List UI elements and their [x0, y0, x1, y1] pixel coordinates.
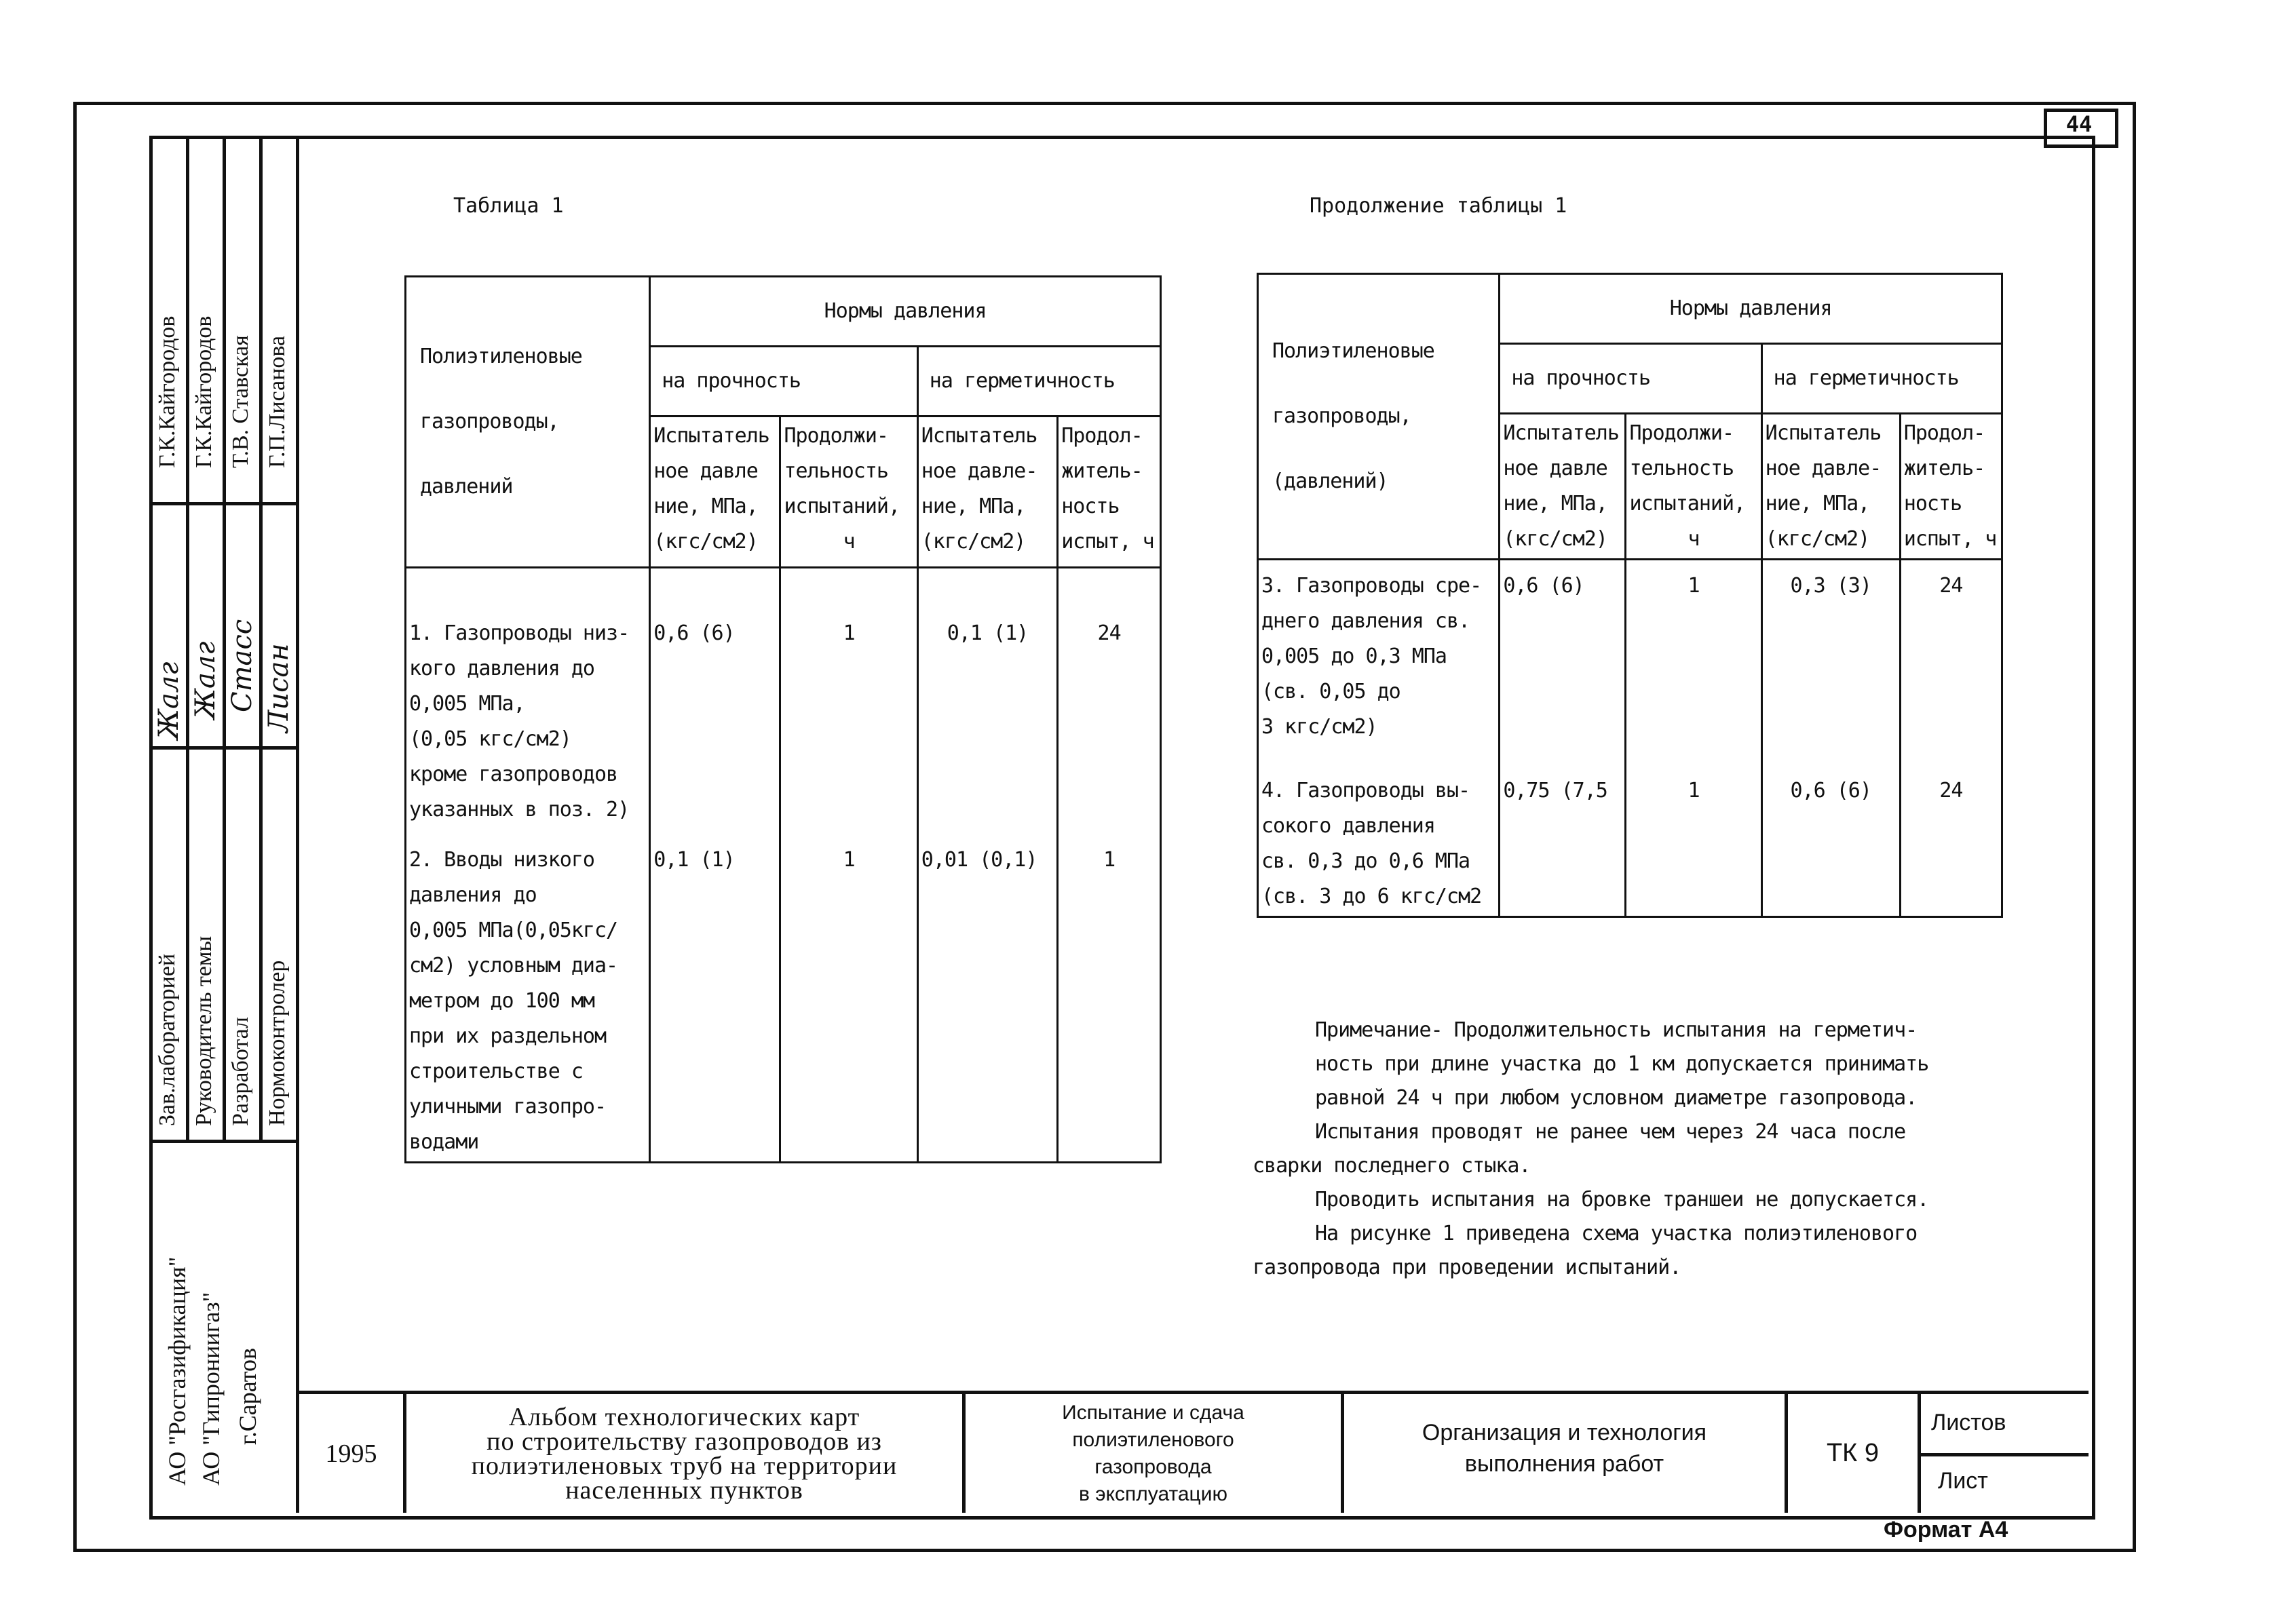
table-row	[406, 568, 1161, 830]
header-line: ние, МПа,	[1765, 492, 1870, 516]
tb-album-line: Альбом технологических карт	[508, 1402, 860, 1431]
tb-subject	[966, 1394, 1341, 1513]
header-line: Испытатель	[1503, 421, 1619, 445]
row-line: 3. Газопроводы сре-	[1261, 574, 1482, 598]
table1	[404, 275, 1162, 1163]
tb-album-line: полиэтиленовых труб на территории	[471, 1451, 898, 1480]
header-line: ч	[1688, 527, 1700, 551]
note-line: ность при длине участка до 1 км допускается принимать	[1315, 1052, 1929, 1076]
row-line: 2. Вводы низкого	[409, 848, 594, 872]
row-line: метром до 100 мм	[409, 989, 594, 1013]
header-line: (кгс/см2)	[1765, 527, 1870, 551]
header-line: Продол-	[1903, 421, 1985, 445]
table1-cont-row3-d2: 24	[1900, 560, 2002, 747]
note-line: Примечание- Продолжительность испытания на герметич-	[1315, 1018, 1918, 1042]
header-line: ное давле	[653, 459, 758, 483]
header-line: Продол-	[1061, 424, 1143, 448]
row-line: св. 0,3 до 0,6 МПа	[1261, 849, 1470, 873]
header-line: ность	[1061, 495, 1120, 518]
table1-row1-d1: 1	[780, 568, 917, 830]
tb-album-line: населенных пунктов	[565, 1475, 803, 1505]
table1-cont-row3-p1: 0,6 (6)	[1500, 560, 1626, 747]
sheet-number: 44	[2065, 111, 2093, 137]
header-line: Продолжи-	[784, 424, 888, 448]
tb-code: ТК 9	[1826, 1439, 1880, 1467]
table1-cont-row3-p2: 0,3 (3)	[1761, 560, 1900, 747]
tb-subject-line: Испытание и сдача	[1062, 1401, 1244, 1424]
table1-sub-strength: на прочность	[650, 347, 918, 417]
table1-cont-h-pressure2	[1761, 414, 1900, 560]
table1-cont-sub-strength: на прочность	[1500, 344, 1761, 414]
table1-cont-caption: Продолжение таблицы 1	[1310, 194, 1567, 218]
header-line: испытаний,	[784, 495, 900, 518]
note-line: На рисунке 1 приведена схема участка полиэтиленового	[1315, 1222, 1918, 1245]
table1-h-duration2	[1058, 417, 1161, 568]
table1-cont-row4-d1: 1	[1626, 746, 1761, 917]
table1-cont-row-header	[1258, 274, 1500, 560]
table1-row2-p1: 0,1 (1)	[650, 829, 780, 1163]
table1-row2-p2: 0,01 (0,1)	[917, 829, 1057, 1163]
table1-cont-sub-tightness: на герметичность	[1761, 344, 2002, 414]
header-line: житель-	[1061, 459, 1143, 483]
tb-album	[406, 1394, 962, 1513]
table1-continuation	[1257, 273, 2003, 918]
table1-row-header-line: газопроводы,	[420, 410, 559, 433]
row-line: уличными газопро-	[409, 1095, 607, 1119]
header-line: ние, МПа,	[653, 495, 758, 518]
signature-3: Стасс	[227, 619, 258, 712]
header-line: тельность	[1629, 457, 1734, 480]
table1-cont-row3-d1: 1	[1626, 560, 1761, 747]
table1-row1-d2: 24	[1058, 568, 1161, 830]
stamp-org-3: г.Саратов	[234, 1348, 261, 1445]
stamp-hline-3	[149, 1140, 296, 1143]
table1-sub-tightness: на герметичность	[917, 347, 1160, 417]
note-line: сварки последнего стыка.	[1253, 1154, 1531, 1178]
table1-row1-p1: 0,6 (6)	[650, 568, 780, 830]
stamp-org-2: АО "Гипрониигаз"	[197, 1292, 225, 1486]
tb-sep-5	[1918, 1391, 1921, 1513]
row-line: 0,005 МПа(0,05кгс/	[409, 919, 618, 942]
signature-1: Жалг	[153, 661, 185, 739]
tb-subject-line: газопровода	[1094, 1455, 1212, 1478]
table1-cont-row-header-line: (давлений)	[1272, 469, 1388, 493]
table1-row-header-line: Полиэтиленовые	[420, 345, 582, 368]
table-row	[1258, 560, 2002, 747]
stamp-role-4: Нормоконтролер	[265, 960, 290, 1126]
signature-2: Жалг	[190, 641, 221, 719]
header-line: житель-	[1903, 457, 1985, 480]
header-line: испыт, ч	[1903, 527, 1997, 551]
row-line: строительстве с	[409, 1060, 583, 1083]
table1-row-header	[406, 277, 650, 568]
table1-cont-row-header-line: газопроводы,	[1272, 404, 1411, 428]
note-block	[1253, 1013, 2006, 1285]
row-line: указанных в поз. 2)	[409, 798, 630, 821]
note-line: равной 24 ч при любом условном диаметре газопровода.	[1315, 1086, 1918, 1110]
tb-section	[1344, 1394, 1785, 1503]
tb-sheets-label: Листов	[1931, 1410, 2006, 1435]
tb-section-line: выполнения работ	[1464, 1451, 1664, 1477]
row-line: днего давления св.	[1261, 609, 1470, 633]
tb-section-line: Организация и технология	[1422, 1420, 1707, 1446]
stamp-hline-1	[149, 502, 296, 505]
row-line: 0,005 до 0,3 МПа	[1261, 644, 1447, 668]
row-line: кроме газопроводов	[409, 762, 618, 786]
table1-h-pressure2	[917, 417, 1057, 568]
table1-h-pressure	[650, 417, 780, 568]
row-line: (св. 0,05 до	[1261, 680, 1400, 703]
header-line: испытаний,	[1629, 492, 1746, 516]
table1-cont-row4-p1: 0,75 (7,5	[1500, 746, 1626, 917]
header-line: Испытатель	[1765, 421, 1882, 445]
table1-row2-d2: 1	[1058, 829, 1161, 1163]
tb-subject-line: полиэтиленового	[1072, 1428, 1234, 1451]
header-line: Испытатель	[921, 424, 1037, 448]
table-row	[406, 829, 1161, 1163]
stamp-name-2: Г.К.Кайгородов	[191, 315, 216, 468]
table1-cont-row4-name	[1258, 746, 1500, 917]
row-line: 0,005 МПа,	[409, 692, 525, 716]
header-line: ч	[843, 530, 855, 554]
table1-cont-row3-name	[1258, 560, 1500, 747]
row-line: давления до	[409, 883, 537, 907]
tb-year: 1995	[325, 1439, 377, 1468]
stamp-name-4: Г.П.Лисанова	[265, 335, 290, 468]
signature-4: Лисан	[263, 643, 294, 733]
row-line: см2) условным диа-	[409, 954, 618, 978]
row-line: 4. Газопроводы вы-	[1261, 779, 1470, 803]
table1-col-group: Нормы давления	[650, 277, 1161, 347]
table1-row2-name	[406, 829, 650, 1163]
stamp-hline-2	[149, 746, 296, 750]
row-line: водами	[409, 1130, 479, 1154]
header-line: испыт, ч	[1061, 530, 1154, 554]
row-line: (0,05 кгс/см2)	[409, 727, 571, 751]
stamp-org-1: АО "Росгазификация"	[164, 1256, 191, 1486]
tb-subject-line: в эксплуатацию	[1078, 1482, 1227, 1505]
header-line: ное давле-	[921, 459, 1037, 483]
row-line: 1. Газопроводы низ-	[409, 621, 630, 645]
header-line: ность	[1903, 492, 1962, 516]
header-line: ное давле-	[1765, 457, 1882, 480]
table1-row2-d1: 1	[780, 829, 917, 1163]
table1-cont-row-header-line: Полиэтиленовые	[1272, 339, 1434, 363]
note-line: Испытания проводят не ранее чем через 24 часа после	[1315, 1120, 1906, 1144]
stamp-name-3: Т.В. Ставская	[228, 335, 253, 468]
table1-cont-row4-p2: 0,6 (6)	[1761, 746, 1900, 917]
note-line: газопровода при проведении испытаний.	[1253, 1256, 1681, 1279]
row-line: при их раздельном	[409, 1024, 607, 1048]
table-row	[1258, 746, 2002, 917]
format-label: Формат А4	[1884, 1517, 2008, 1543]
table1-cont-h-pressure	[1500, 414, 1626, 560]
tb-album-line: по строительству газопроводов из	[487, 1427, 882, 1456]
header-line: ние, МПа,	[1503, 492, 1607, 516]
note-line: Проводить испытания на бровке траншеи не допускается.	[1315, 1188, 1929, 1212]
tb-sheets-divider	[1918, 1453, 2089, 1456]
row-line: (св. 3 до 6 кгс/см2	[1261, 885, 1482, 908]
header-line: Продолжи-	[1629, 421, 1734, 445]
header-line: (кгс/см2)	[1503, 527, 1607, 551]
table1-cont-col-group: Нормы давления	[1500, 274, 2002, 344]
row-line: сокого давления	[1261, 814, 1435, 838]
table1-row1-p2: 0,1 (1)	[917, 568, 1057, 830]
stamp-role-2: Руководитель темы	[191, 935, 216, 1126]
table1-cont-row4-d2: 24	[1900, 746, 2002, 917]
stamp-line-2	[223, 136, 226, 1140]
table1-h-duration	[780, 417, 917, 568]
stamp-role-3: Разработал	[228, 1016, 253, 1126]
stamp-line-1	[186, 136, 189, 1140]
table1-row-header-line: давлений	[420, 475, 513, 499]
header-line: ное давле	[1503, 457, 1607, 480]
table1-cont-h-duration	[1626, 414, 1761, 560]
table1-cont-h-duration2	[1900, 414, 2002, 560]
header-line: тельность	[784, 459, 888, 483]
row-line: 3 кгс/см2)	[1261, 715, 1377, 739]
stamp-line-3	[259, 136, 263, 1140]
stamp-name-1: Г.К.Кайгородов	[155, 315, 180, 468]
header-line: (кгс/см2)	[653, 530, 758, 554]
row-line: кого давления до	[409, 657, 594, 680]
header-line: (кгс/см2)	[921, 530, 1026, 554]
header-line: ние, МПа,	[921, 495, 1026, 518]
stamp-role-1: Зав.лабораторией	[155, 953, 180, 1126]
tb-sheet-label: Лист	[1938, 1468, 1988, 1494]
stamp-line-4	[296, 136, 299, 1513]
table1-row1-name	[406, 568, 650, 830]
header-line: Испытатель	[653, 424, 769, 448]
table1-caption: Таблица 1	[453, 194, 564, 218]
